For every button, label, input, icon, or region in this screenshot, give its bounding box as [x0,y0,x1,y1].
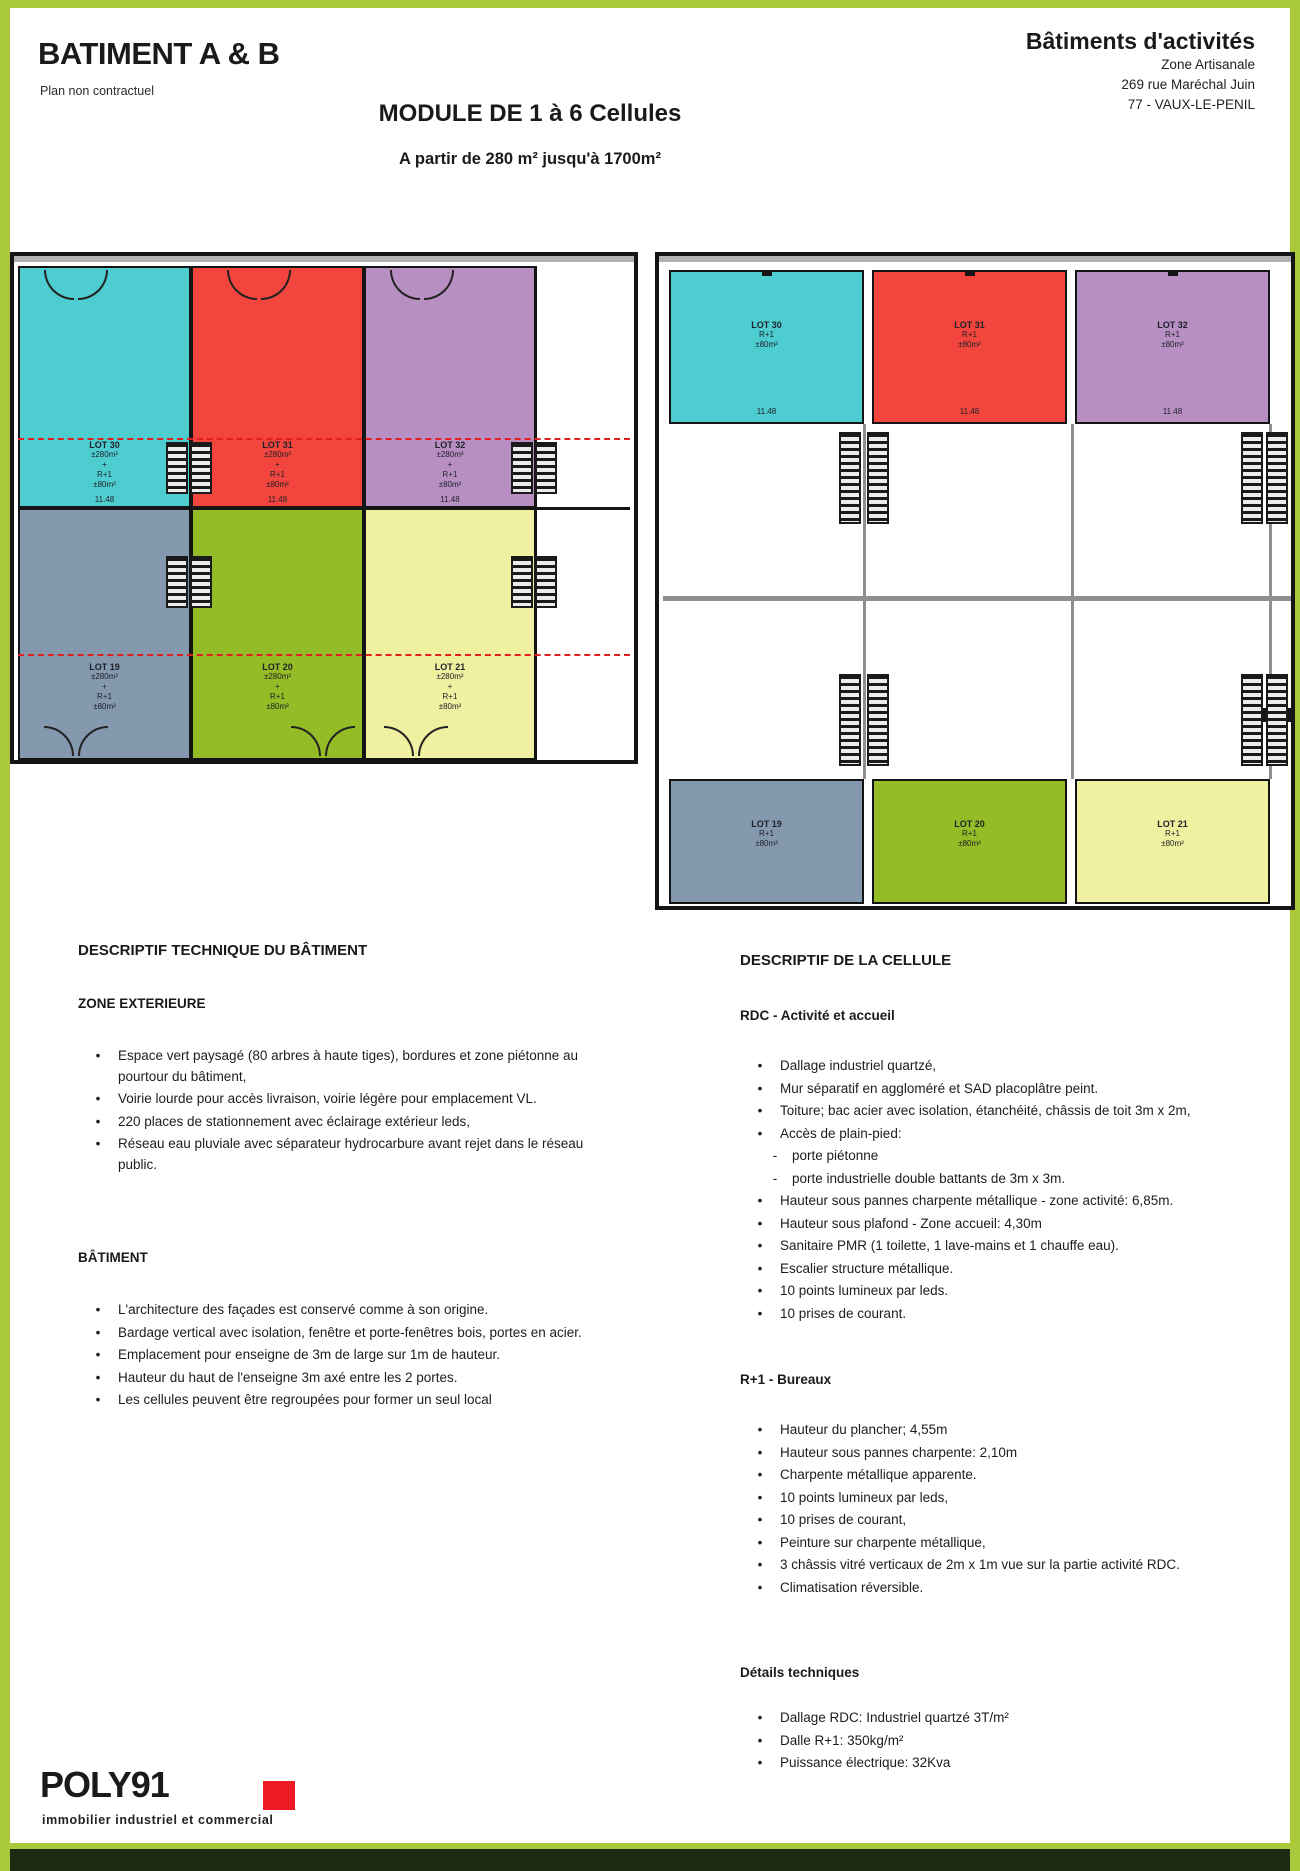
list-item: • Climatisation réversible. [757,1579,924,1595]
details-list [740,1708,1292,1776]
company-logo-text: POLY91 [40,1764,169,1805]
lot-label: LOT 20 R+1 ±80m² [954,819,985,848]
rdc-list [740,1056,1292,1326]
list-item: • Hauteur sous plafond - Zone accueil: 4,30m [757,1215,1042,1231]
stairs-icon [535,556,557,608]
stairs-icon [190,442,212,494]
section-heading-cellule-descriptif: DESCRIPTIF DE LA CELLULE [740,952,952,969]
list-item: • Hauteur du haut de l'enseigne 3m axé entre les 2 portes. [95,1369,458,1385]
door-swing-icon [227,270,257,300]
list-item: • Hauteur du plancher; 4,55m [757,1422,948,1437]
list-item: • 220 places de stationnement avec éclairage extérieur leds, [95,1113,470,1129]
section-heading-batiment-descriptif: DESCRIPTIF TECHNIQUE DU BÂTIMENT [78,942,368,959]
plan-cell-lot-32-r1 [1075,270,1270,424]
plan-cell-lot-19-r1 [669,779,864,904]
floor-plan-rdc [10,252,638,764]
door-swing-icon [291,726,321,756]
page-subtitle: Plan non contractuel [40,84,154,98]
floor-plan-r1 [655,252,1295,910]
stairs-icon [867,674,889,766]
lot-label: LOT 32 ±280m² + R+1 ±80m² [434,440,466,489]
list-item: • 10 prises de courant. [757,1305,907,1321]
plan-cell-lot-19 [18,508,191,760]
frame-left [0,0,10,1871]
page-title: BATIMENT A & B [38,36,280,71]
company-address-line: 77 - VAUX-LE-PENIL [1127,97,1255,112]
stairs-icon [166,442,188,494]
plan-cell-lot-31-r1 [872,270,1067,424]
plan-cell-lot-31 [191,266,364,508]
wall-top [14,256,634,262]
stairs-icon [839,674,861,766]
mezzanine-dashed-line [18,654,630,656]
list-item: • Peinture sur charpente métallique, [757,1534,986,1550]
lot-label: LOT 32 R+1 ±80m² [1157,320,1188,349]
door-jamb [762,270,772,276]
company-address-line: Zone Artisanale [1161,57,1255,72]
stairs-icon [867,432,889,524]
list-item: • Dalle R+1: 350kg/m² [757,1732,904,1748]
wall-vertical [1071,424,1074,779]
door-swing-icon [325,726,355,756]
lot-label: LOT 20 ±280m² + R+1 ±80m² [262,662,293,711]
stairs-icon [839,432,861,524]
plan-cell-lot-20-r1 [872,779,1067,904]
frame-top [0,0,1300,8]
r1-list [740,1420,1292,1600]
lot-label: LOT 21 R+1 ±80m² [1157,819,1188,848]
stairs-icon [535,442,557,494]
list-item: • Hauteur sous pannes charpente: 2,10m [757,1444,1018,1460]
door-swing-icon [78,270,108,300]
module-subtitle: A partir de 280 m² jusqu'à 1700m² [399,150,661,168]
list-item: • Hauteur sous pannes charpente métallique - zone activité: 6,85m. [757,1193,1174,1208]
list-item-sub: - porte piétonne [772,1148,879,1163]
section-heading-zone-exterieure: ZONE EXTERIEURE [78,996,206,1011]
list-item: • 10 points lumineux par leds, [757,1489,949,1505]
section-heading-r1: R+1 - Bureaux [740,1372,832,1387]
dimension-label: 11.48 [756,407,777,416]
list-item: • Dallage industriel quartzé, [757,1058,937,1073]
list-item: • 10 points lumineux par leds. [757,1283,949,1298]
list-item: • Mur séparatif en aggloméré et SAD placoplâtre peint. [757,1080,1099,1096]
list-item: • Puissance électrique: 32Kva [757,1755,951,1770]
door-swing-icon [261,270,291,300]
company-logo-tagline: immobilier industriel et commercial [42,1813,274,1827]
lot-label: LOT 21 ±280m² + R+1 ±80m² [434,662,466,711]
plan-cell-lot-21 [364,508,536,760]
wall-top [659,256,1291,262]
wall-right [534,266,537,760]
list-item: • Charpente métallique apparente. [757,1467,977,1482]
dimension-label: 11.48 [959,407,980,416]
company-block [880,28,1255,115]
list-item: • Accès de plain-pied: [757,1125,902,1141]
section-heading-batiment: BÂTIMENT [78,1250,148,1265]
door-swing-icon [418,726,448,756]
wall-vertical [863,424,866,779]
lot-label: LOT 31 ±280m² + R+1 ±80m² [262,440,293,489]
module-block [300,100,760,169]
plan-cell-lot-21-r1 [1075,779,1270,904]
list-item: • Dallage RDC: Industriel quartzé 3T/m² [757,1710,1009,1725]
list-item: • Escalier structure métallique. [757,1260,954,1276]
lot-label: LOT 30 R+1 ±80m² [751,320,782,349]
list-item: • 3 châssis vitré verticaux de 2m x 1m vue sur la partie activité RDC. [757,1557,1180,1572]
list-item: • Espace vert paysagé (80 arbres à haute tiges), bordures et zone piétonne au pourtour du bâtiment, [95,1048,579,1084]
stairs-icon [1241,674,1263,766]
dimension-label: 11.48 [267,495,288,504]
list-item: • Voirie lourde pour accès livraison, voirie légère pour emplacement VL. [95,1091,537,1106]
list-item-sub: - porte industrielle double battants de 3m x 3m. [772,1170,1066,1186]
dimension-label: 11.48 [1162,407,1183,416]
lot-label: LOT 19 R+1 ±80m² [751,819,782,848]
door-swing-icon [44,726,74,756]
mezzanine-dashed-line [18,438,630,440]
wall-mid [663,596,1291,601]
stairs-icon [1241,432,1263,524]
lot-label: LOT 19 ±280m² + R+1 ±80m² [89,662,120,711]
list-item: • Sanitaire PMR (1 toilette, 1 lave-mains et 1 chauffe eau). [757,1238,1119,1253]
company-address-line: 269 rue Maréchal Juin [1121,77,1255,92]
wall-divider [18,507,630,510]
footer-dark-bar [10,1849,1290,1871]
list-item: • Emplacement pour enseigne de 3m de large sur 1m de hauteur. [95,1347,500,1362]
stairs-icon [1266,674,1288,766]
door-swing-icon [384,726,414,756]
door-swing-icon [424,270,454,300]
list-item: • Bardage vertical avec isolation, fenêtre et porte-fenêtres bois, portes en acier. [95,1324,582,1340]
door-swing-icon [78,726,108,756]
door-jamb [1168,270,1178,276]
door-swing-icon [390,270,420,300]
plan-cell-lot-20 [191,508,364,760]
zone-exterieure-list [78,1046,626,1177]
stairs-icon [511,556,533,608]
list-item: • L'architecture des façades est conservé comme à son origine. [95,1302,489,1317]
stairs-icon [511,442,533,494]
module-title: MODULE DE 1 à 6 Cellules [378,100,682,127]
list-item: • Réseau eau pluviale avec séparateur hydrocarbure avant rejet dans le réseau public. [95,1136,584,1172]
lot-label: LOT 30 ±280m² + R+1 ±80m² [89,440,120,489]
lot-label: LOT 31 R+1 ±80m² [954,320,985,349]
batiment-list [78,1300,626,1413]
logo-red-square [263,1781,295,1810]
list-item: • Toiture; bac acier avec isolation, étanchéité, châssis de toit 3m x 2m, [757,1103,1191,1118]
stairs-icon [190,556,212,608]
plan-cell-lot-30-r1 [669,270,864,424]
dimension-label: 11.48 [94,495,115,504]
section-heading-rdc: RDC - Activité et accueil [740,1008,895,1023]
list-item: • 10 prises de courant, [757,1512,907,1527]
stairs-icon [1266,432,1288,524]
section-heading-details: Détails techniques [740,1665,860,1680]
company-name: Bâtiments d'activités [1025,28,1255,54]
dimension-label: 11.48 [440,495,460,504]
door-jamb [965,270,975,276]
door-swing-icon [44,270,74,300]
stairs-icon [166,556,188,608]
list-item: • Les cellules peuvent être regroupées pour former un seul local [95,1392,492,1407]
